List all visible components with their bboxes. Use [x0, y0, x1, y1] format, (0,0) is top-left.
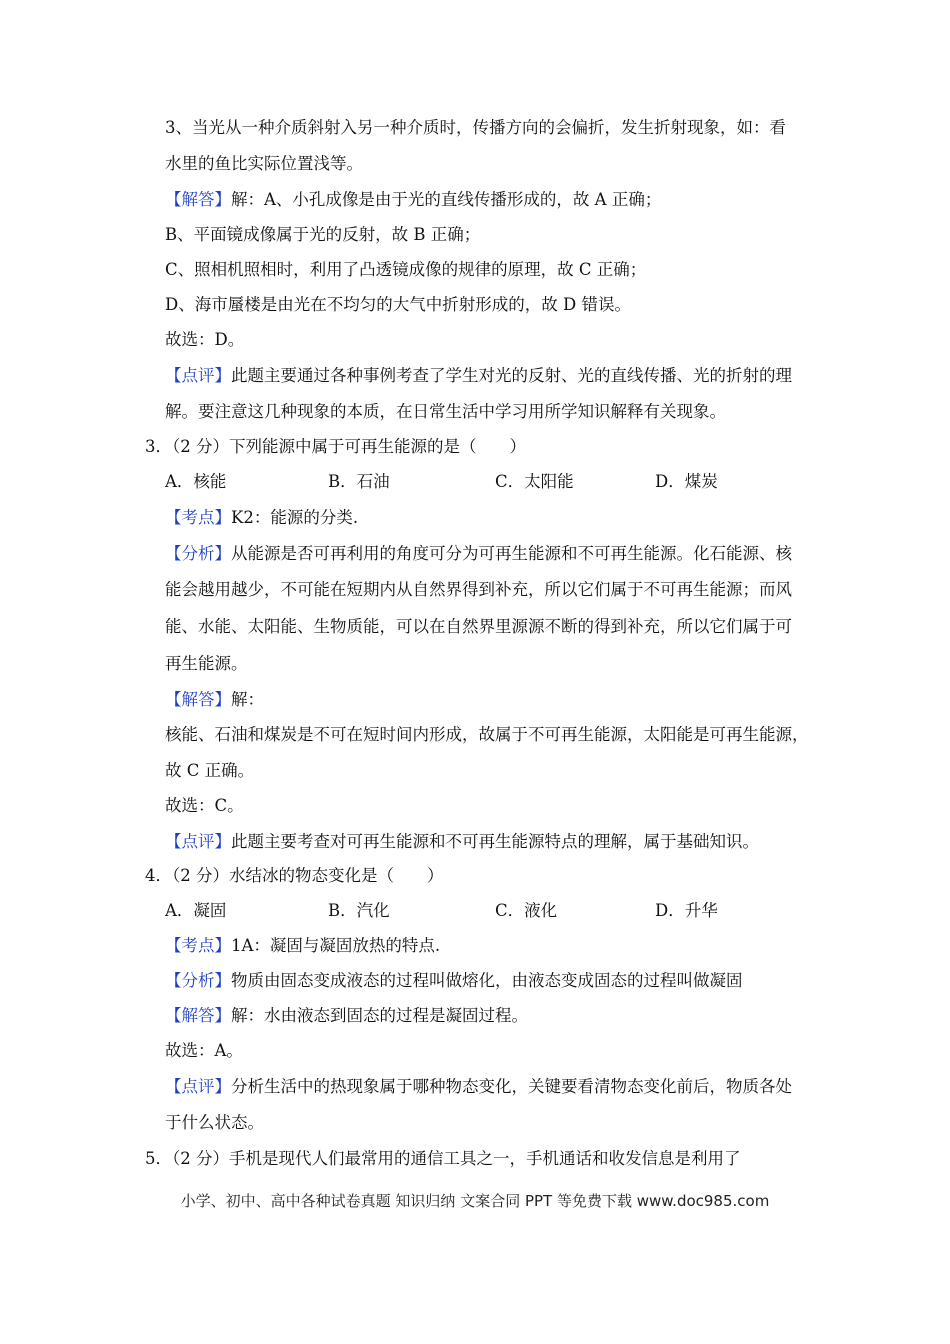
analysis-line — [165, 543, 792, 565]
analysis-tag: 【分析】 — [165, 544, 231, 563]
analysis-tag: 【分析】 — [165, 971, 231, 990]
point-line — [165, 507, 358, 529]
text-span: K2：能源的分类. — [231, 508, 359, 527]
text-line: D、海市蜃楼是由光在不均匀的大气中折射形成的，故 D 错误。 — [165, 295, 631, 314]
review-line — [165, 1076, 792, 1098]
answer-tag: 【解答】 — [165, 190, 231, 209]
text-line: C、照相机照相时，利用了凸透镜成像的规律的原理，故 C 正确； — [165, 260, 647, 279]
q3-option-a: A．核能 — [165, 472, 227, 491]
text-line: 3、当光从一种介质斜射入另一种介质时，传播方向的会偏折，发生折射现象，如：看 — [165, 118, 786, 137]
text-line: B、平面镜成像属于光的反射，故 B 正确； — [165, 225, 481, 244]
text-line: 能、水能、太阳能、生物质能，可以在自然界里源源不断的得到补充，所以它们属于可 — [165, 617, 792, 636]
point-tag: 【考点】 — [165, 508, 231, 527]
question-3: 3．（2 分）下列能源中属于可再生能源的是（ ） — [145, 437, 526, 456]
text-line: 能会越用越少，不可能在短期内从自然界得到补充，所以它们属于不可再生能源；而风 — [165, 580, 792, 599]
text-span: 此题主要通过各种事例考查了学生对光的反射、光的直线传播、光的折射的理 — [231, 366, 792, 385]
question-4: 4．（2 分）水结冰的物态变化是（ ） — [145, 866, 444, 885]
text-span: 解：水由液态到固态的过程是凝固过程。 — [231, 1006, 528, 1025]
answer-line — [165, 1005, 528, 1027]
page-footer: 小学、初中、高中各种试卷真题 知识归纳 文案合同 PPT 等免费下载 www.doc985.com — [180, 1192, 770, 1210]
q4-option-b: B．汽化 — [328, 901, 390, 920]
text-span: 1A：凝固与凝固放热的特点. — [231, 936, 441, 955]
answer-tag: 【解答】 — [165, 1006, 231, 1025]
text-span: 解：A、小孔成像是由于光的直线传播形成的，故 A 正确； — [231, 190, 662, 209]
text-line: 解。要注意这几种现象的本质，在日常生活中学习用所学知识解释有关现象。 — [165, 402, 726, 421]
text-span: 从能源是否可再利用的角度可分为可再生能源和不可再生能源。化石能源、核 — [231, 544, 792, 563]
review-tag: 【点评】 — [165, 366, 231, 385]
review-tag: 【点评】 — [165, 832, 231, 851]
q3-option-c: C．太阳能 — [495, 472, 574, 491]
q4-option-c: C．液化 — [495, 901, 558, 920]
text-span: 物质由固态变成液态的过程叫做熔化，由液态变成固态的过程叫做凝固 — [231, 971, 743, 990]
point-line — [165, 935, 440, 957]
text-span: 此题主要考查对可再生能源和不可再生能源特点的理解，属于基础知识。 — [231, 832, 759, 851]
review-line — [165, 831, 759, 853]
text-line: 故选：D。 — [165, 330, 245, 349]
text-line: 故选：C。 — [165, 796, 244, 815]
review-tag: 【点评】 — [165, 1077, 231, 1096]
q3-option-b: B．石油 — [328, 472, 390, 491]
q3-option-d: D．煤炭 — [655, 472, 718, 491]
q4-option-a: A．凝固 — [165, 901, 227, 920]
q4-option-d: D．升华 — [655, 901, 718, 920]
text-line: 故选：A。 — [165, 1041, 243, 1060]
analysis-line — [165, 970, 743, 992]
point-tag: 【考点】 — [165, 936, 231, 955]
answer-line — [165, 689, 264, 711]
answer-line — [165, 189, 661, 211]
text-span: 解： — [231, 690, 264, 709]
text-line: 再生能源。 — [165, 654, 248, 673]
text-span: 分析生活中的热现象属于哪种物态变化，关键要看清物态变化前后，物质各处 — [231, 1077, 792, 1096]
review-line — [165, 365, 792, 387]
answer-tag: 【解答】 — [165, 690, 231, 709]
question-5: 5．（2 分）手机是现代人们最常用的通信工具之一，手机通话和收发信息是利用了 — [145, 1149, 741, 1168]
text-line: 核能、石油和煤炭是不可在短时间内形成，故属于不可再生能源，太阳能是可再生能源， — [165, 725, 809, 744]
text-line: 水里的鱼比实际位置浅等。 — [165, 154, 363, 173]
text-line: 故 C 正确。 — [165, 761, 255, 780]
text-line: 于什么状态。 — [165, 1113, 264, 1132]
